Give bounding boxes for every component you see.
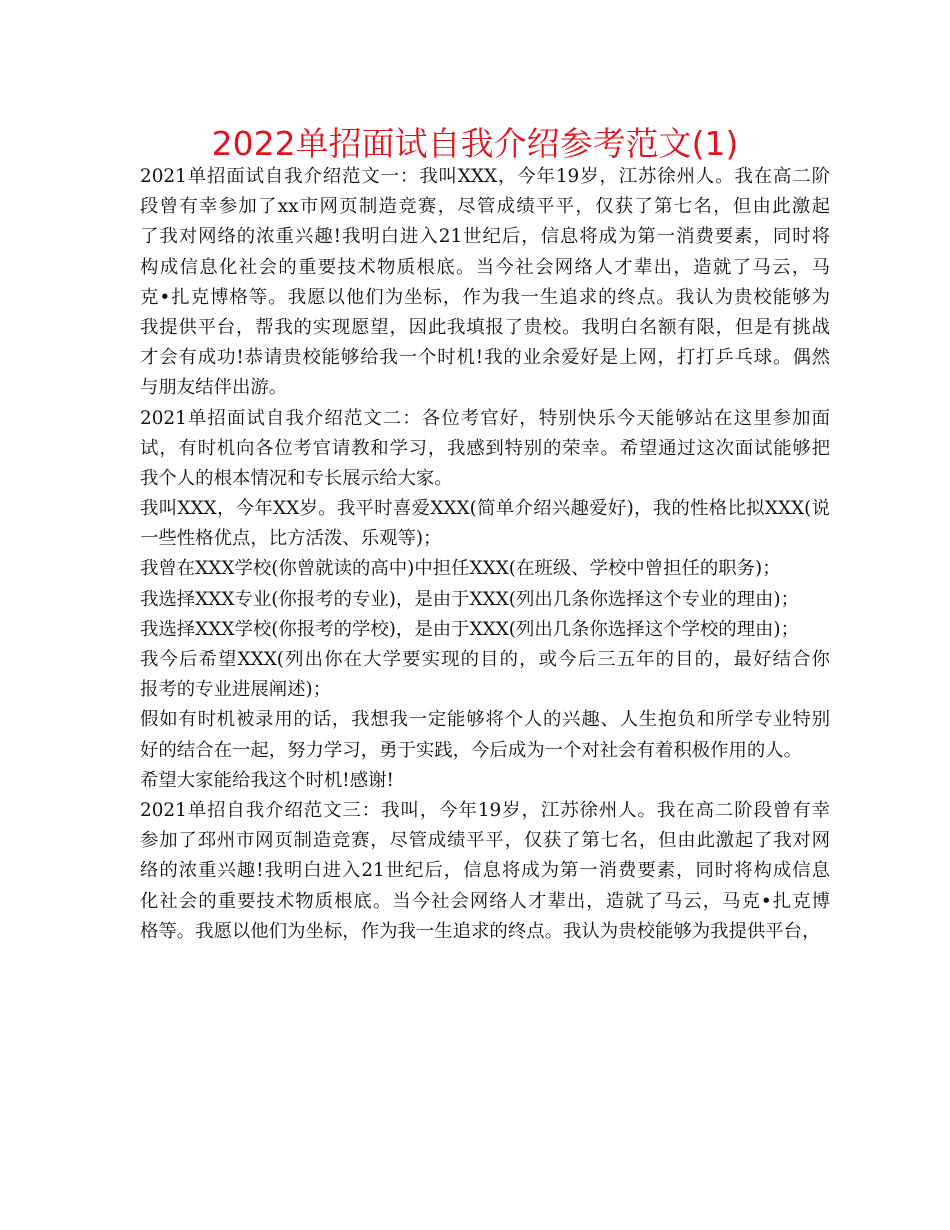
text-line: 了我对网络的浓重兴趣!我明白进入21世纪后，信息将成为第一消费要素，同时将 [140,226,830,248]
text-line: 才会有成功!恭请贵校能够给我一个时机!我的业余爱好是上网，打打乒乓球。偶然 [140,347,830,369]
text-line: 参加了邳州市网页制造竞赛，尽管成绩平平，仅获了第七名，但由此激起了我对网 [140,830,830,852]
text-line: 克•扎克博格等。我愿以他们为坐标，作为我一生追求的终点。我认为贵校能够为 [140,286,830,308]
document-title: 2022单招面试自我介绍参考范文(1) [211,124,739,163]
text-line: 一些性格优点，比方活泼、乐观等)； [140,528,442,550]
text-line: 好的结合在一起，努力学习，勇于实践，今后成为一个对社会有着积极作用的人。 [140,739,803,761]
text-line: 格等。我愿以他们为坐标，作为我一生追求的终点。我认为贵校能够为我提供平台， [140,920,821,942]
text-line: 2021单招面试自我介绍范文二：各位考官好，特别快乐今天能够站在这里参加面 [140,407,830,429]
document-body [140,162,830,947]
text-line: 希望大家能给我这个时机!感谢! [140,769,394,791]
text-line: 构成信息化社会的重要技术物质根底。当今社会网络人才辈出，造就了马云，马 [140,256,830,278]
text-line: 假如有时机被录用的话，我想我一定能够将个人的兴趣、人生抱负和所学专业特别 [140,709,830,731]
text-line: 我选择XXX学校(你报考的学校)，是由于XXX(列出几条你选择这个学校的理由)； [140,618,799,640]
text-line: 段曾有幸参加了xx市网页制造竞赛，尽管成绩平平，仅获了第七名，但由此激起 [140,196,830,218]
text-line: 我叫XXX，今年XX岁。我平时喜爱XXX(简单介绍兴趣爱好)，我的性格比拟XXX(说 [140,498,830,520]
text-line: 我选择XXX专业(你报考的专业)，是由于XXX(列出几条你选择这个专业的理由)； [140,588,799,610]
text-line: 试，有时机向各位考官请教和学习，我感到特别的荣幸。希望通过这次面试能够把 [140,437,830,459]
text-line: 2021单招面试自我介绍范文一：我叫XXX，今年19岁，江苏徐州人。我在高二阶 [140,166,830,187]
text-line: 化社会的重要技术物质根底。当今社会网络人才辈出，造就了马云，马克•扎克博 [140,890,830,912]
text-line: 我个人的根本情况和专长展示给大家。 [140,467,453,489]
text-line: 我提供平台，帮我的实现愿望，因此我填报了贵校。我明白名额有限，但是有挑战 [140,316,830,338]
text-line: 2021单招自我介绍范文三：我叫，今年19岁，江苏徐州人。我在高二阶段曾有幸 [140,799,830,821]
text-line: 我今后希望XXX(列出你在大学要实现的目的，或今后三五年的目的，最好结合你 [140,649,830,670]
text-line: 络的浓重兴趣!我明白进入21世纪后，信息将成为第一消费要素，同时将构成信息 [140,860,830,882]
text-line: 我曾在XXX学校(你曾就读的高中)中担任XXX(在班级、学校中曾担任的职务)； [140,558,781,580]
text-line: 与朋友结伴出游。 [140,377,288,399]
text-line: 报考的专业进展阐述)； [140,679,332,701]
